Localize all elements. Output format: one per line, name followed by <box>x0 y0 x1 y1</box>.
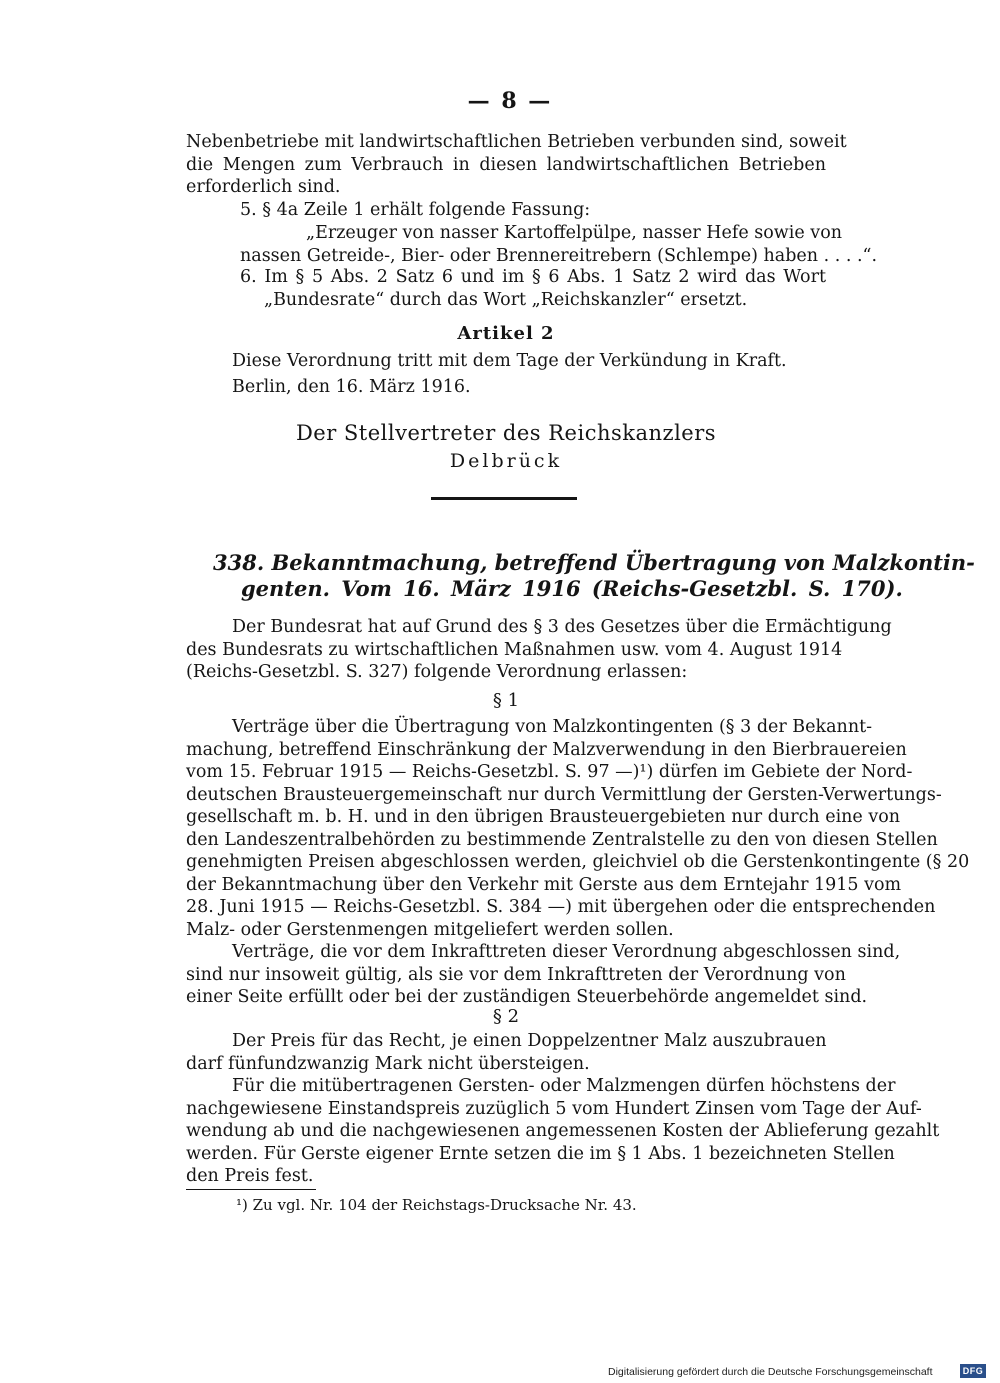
text-line: der Bekanntmachung über den Verkehr mit Gerste aus dem Erntejahr 1915 vom <box>186 874 902 895</box>
text-line: 28. Juni 1915 — Reichs-Gesetzbl. S. 384 —) mit übergehen oder die entsprechenden <box>186 897 936 917</box>
title-line: 338. Bekanntmachung, betreffend Übertragung von Malzkontin- <box>213 550 975 575</box>
text-line: Für die mitübertragenen Gersten- oder Malzmengen dürfen höchstens der <box>232 1076 896 1096</box>
item-6 <box>240 266 826 311</box>
digitization-credit: Digitalisierung gefördert durch die Deutsche Forschungsgemeinschaft <box>608 1366 933 1378</box>
section-338-title <box>213 550 975 602</box>
intro-paragraph <box>186 616 892 684</box>
article-2-line: Diese Verordnung tritt mit dem Tage der Verkündung in Kraft. <box>232 351 787 371</box>
text-line: einer Seite erfüllt oder bei der zuständigen Steuerbehörde angemeldet sind. <box>186 987 868 1007</box>
text-line: Der Preis für das Recht, je einen Doppelzentner Malz auszubrauen <box>232 1031 827 1051</box>
text-line: sind nur insoweit gültig, als sie vor dem Inkrafttreten der Verordnung von <box>186 964 846 985</box>
signature-title: Der Stellvertreter des Reichskanzlers <box>295 421 717 445</box>
footnote: ¹) Zu vgl. Nr. 104 der Reichstags-Drucksache Nr. 43. <box>236 1196 637 1214</box>
text-line: erforderlich sind. <box>186 177 341 197</box>
title-line: genten. Vom 16. März 1916 (Reichs-Gesetzbl. S. 170). <box>241 576 903 601</box>
item-6-line: „Bundesrate“ durch das Wort „Reichskanzler“ ersetzt. <box>264 289 748 310</box>
text-line: genehmigten Preisen abgeschlossen werden, gleichviel ob die Gerstenkontingente (§ 20 <box>186 852 970 872</box>
text-line: den Preis fest. <box>186 1166 314 1186</box>
article-2-text <box>232 350 826 373</box>
text-line: nachgewiesene Einstandspreis zuzüglich 5 vom Hundert Zinsen vom Tage der Auf- <box>186 1098 922 1119</box>
article-2-heading: Artikel 2 <box>457 323 555 344</box>
dfg-logo-icon: DFG <box>960 1364 986 1378</box>
quote-line: „Erzeuger von nasser Kartoffelpülpe, nasser Hefe sowie von <box>306 223 842 243</box>
text-line: Der Bundesrat hat auf Grund des § 3 des Gesetzes über die Ermächtigung <box>232 617 892 637</box>
item-6-line: 6. Im § 5 Abs. 2 Satz 6 und im § 6 Abs. 1 Satz 2 wird das Wort <box>240 267 826 287</box>
paragraph-2-text <box>186 1030 940 1188</box>
text-line: die Mengen zum Verbrauch in diesen landwirtschaftlichen Betrieben <box>186 154 826 175</box>
text-line: den Landeszentralbehörden zu bestimmende Zentralstelle zu den von diesen Stellen <box>186 829 938 850</box>
text-line: werden. Für Gerste eigener Ernte setzen die im § 1 Abs. 1 bezeichneten Stellen <box>186 1143 895 1164</box>
text-line: wendung ab und die nachgewiesenen angemessenen Kosten der Ablieferung gezahlt <box>186 1121 940 1141</box>
text-line: machung, betreffend Einschränkung der Malzverwendung in den Bierbrauereien <box>186 739 907 760</box>
text-line: Verträge, die vor dem Inkrafttreten dieser Verordnung abgeschlossen sind, <box>232 942 901 962</box>
item-5-line: 5. § 4a Zeile 1 erhält folgende Fassung: <box>240 200 591 220</box>
text-line: Malz- oder Gerstenmengen mitgeliefert werden sollen. <box>186 919 674 940</box>
text-line: deutschen Brausteuergemeinschaft nur durch Vermittlung der Gersten-Verwertungs- <box>186 784 942 805</box>
item-5-quote <box>240 222 878 267</box>
text-line: (Reichs-Gesetzbl. S. 327) folgende Verordnung erlassen: <box>186 662 688 682</box>
text-line: des Bundesrats zu wirtschaftlichen Maßnahmen usw. vom 4. August 1914 <box>186 639 843 660</box>
paragraph-1-mark: § 1 <box>492 690 520 711</box>
text-line: Verträge über die Übertragung von Malzkontingenten (§ 3 der Bekannt- <box>232 717 873 737</box>
paragraph-1-text <box>186 716 970 1009</box>
footnote-divider <box>186 1189 316 1190</box>
text-line: gesellschaft m. b. H. und in den übrigen Brausteuergebieten nur durch eine von <box>186 807 901 827</box>
section-divider <box>431 497 577 500</box>
place-date <box>232 376 826 399</box>
place-date-line: Berlin, den 16. März 1916. <box>232 377 471 397</box>
text-line: darf fünfundzwanzig Mark nicht übersteigen. <box>186 1053 590 1074</box>
paragraph-2-mark: § 2 <box>492 1006 520 1027</box>
item-5 <box>240 199 830 222</box>
page-number: — 8 — <box>467 88 553 114</box>
continuation-paragraph <box>186 131 847 199</box>
text-line: vom 15. Februar 1915 — Reichs-Gesetzbl. S. 97 —)¹) dürfen im Gebiete der Nord- <box>186 762 913 782</box>
quote-line: nassen Getreide-, Bier- oder Brennereitrebern (Schlempe) haben . . . .“. <box>240 245 878 266</box>
signature-name: Delbrück <box>449 450 563 472</box>
text-line: Nebenbetriebe mit landwirtschaftlichen Betrieben verbunden sind, soweit <box>186 132 847 152</box>
